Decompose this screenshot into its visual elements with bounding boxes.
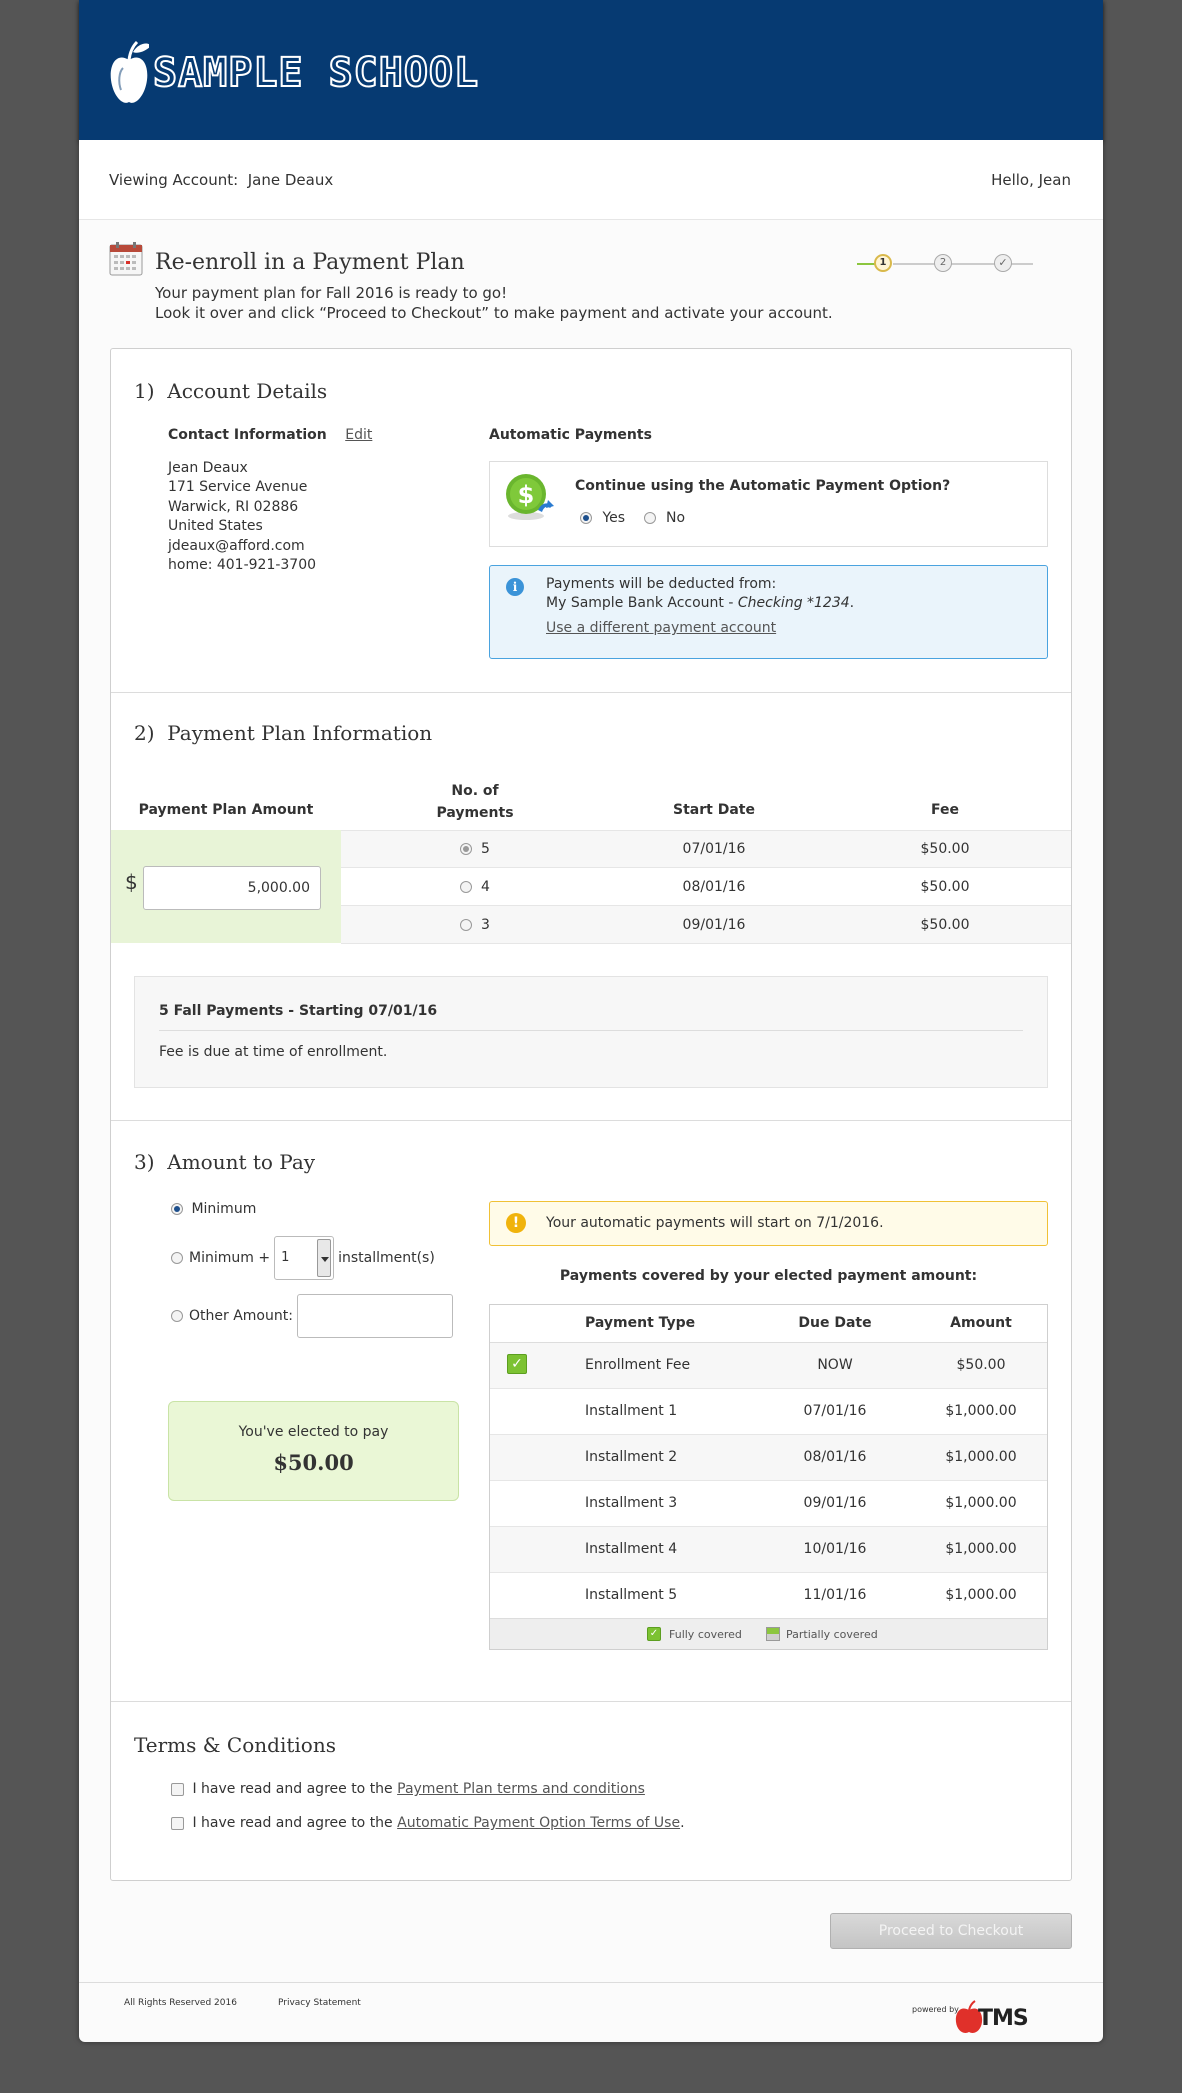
greeting[interactable]: Hello, Jean: [991, 171, 1071, 189]
dollar-coin-icon: [502, 470, 556, 524]
plan-option-row[interactable]: [341, 868, 1071, 906]
elected-label: You've elected to pay: [238, 1424, 389, 1440]
plan-radio[interactable]: [460, 843, 472, 855]
table-row: [490, 1343, 1047, 1389]
table-legend: [490, 1619, 1047, 1649]
covered-payments-table: [489, 1304, 1048, 1650]
bank-account-name: My Sample Bank Account -: [546, 595, 738, 611]
contact-line: Jean Deaux: [168, 460, 248, 476]
site-header: [79, 0, 1103, 140]
col-due-date: Due Date: [798, 1315, 872, 1331]
plan-start-date: 09/01/16: [682, 917, 746, 933]
contact-address: [168, 459, 316, 575]
section-number: 3): [134, 1150, 155, 1174]
table-header-row: [490, 1305, 1047, 1343]
check-icon: ✓: [507, 1354, 527, 1374]
col-plan-amount: Payment Plan Amount: [138, 802, 314, 818]
payment-amount: $1,000.00: [945, 1541, 1017, 1557]
page-title: Re-enroll in a Payment Plan: [155, 250, 465, 275]
payment-amount: $50.00: [956, 1357, 1006, 1373]
elected-amount: $50.00: [273, 1450, 354, 1475]
payment-amount: $1,000.00: [945, 1587, 1017, 1603]
proceed-to-checkout-button[interactable]: Proceed to Checkout: [830, 1913, 1072, 1949]
deduction-info-box: [489, 565, 1048, 659]
col-num-payments: [341, 780, 609, 824]
svg-text:$: $: [517, 481, 535, 509]
step-line: [893, 263, 1033, 265]
step-2: 2: [934, 254, 952, 272]
elected-amount-box: [168, 1401, 459, 1501]
col-num-payments-line1: No. of: [451, 783, 499, 799]
payment-type: Installment 4: [585, 1541, 678, 1557]
auto-payment-choice: [580, 510, 685, 526]
radio-minimum[interactable]: [171, 1203, 183, 1215]
footer-divider: [79, 1982, 1103, 1983]
col-start-date: Start Date: [673, 802, 755, 818]
terms-checkbox-2[interactable]: [171, 1817, 184, 1830]
legend-partial: [766, 1627, 878, 1641]
contact-info-label: Contact Information: [168, 427, 327, 443]
progress-steps: [857, 250, 1037, 278]
plan-summary-box: [134, 976, 1048, 1088]
section-number: 2): [134, 721, 155, 745]
table-row: [490, 1573, 1047, 1619]
due-date: 07/01/16: [803, 1403, 867, 1419]
payment-type: Installment 5: [585, 1587, 678, 1603]
warning-icon: !: [506, 1213, 526, 1233]
contact-line: United States: [168, 518, 263, 535]
covered-title: Payments covered by your elected payment amount:: [559, 1268, 978, 1284]
plan-summary-note: Fee is due at time of enrollment.: [159, 1044, 388, 1060]
section-title: Payment Plan Information: [167, 721, 433, 745]
no-label[interactable]: No: [665, 510, 686, 526]
due-date: NOW: [817, 1357, 853, 1373]
step-1: 1: [874, 254, 892, 272]
terms-checkbox-1[interactable]: [171, 1783, 184, 1796]
auto-payment-question: Continue using the Automatic Payment Option?: [575, 478, 951, 494]
option-minimum[interactable]: [171, 1201, 256, 1217]
table-row: [490, 1481, 1047, 1527]
table-row: [490, 1527, 1047, 1573]
info-icon: i: [506, 578, 524, 596]
footer-powered-by: powered by: [912, 2005, 959, 2014]
installments-select[interactable]: [274, 1236, 334, 1280]
contact-line: home: 401-921-3700: [168, 557, 317, 574]
plan-option-row[interactable]: [341, 906, 1071, 944]
section-account-details-heading: [134, 379, 327, 403]
terms-agree-2: [171, 1815, 685, 1831]
plan-fee: $50.00: [920, 879, 970, 895]
tms-brand[interactable]: TMS: [978, 2006, 1028, 2031]
table-row: [490, 1389, 1047, 1435]
automatic-payments-label: Automatic Payments: [489, 427, 652, 443]
plan-option-payments: [341, 879, 609, 895]
plan-payments-count: 4: [480, 879, 490, 895]
calendar-icon: [109, 242, 143, 276]
auto-start-alert: [489, 1201, 1048, 1246]
col-payment-type: Payment Type: [585, 1315, 696, 1331]
payment-plan-terms-link[interactable]: Payment Plan terms and conditions: [397, 1781, 645, 1797]
payment-amount: $1,000.00: [945, 1403, 1017, 1419]
other-amount-input[interactable]: [297, 1294, 453, 1338]
payment-type: Installment 1: [585, 1403, 678, 1419]
bank-account-type: Checking *1234: [737, 595, 850, 611]
payment-amount: $1,000.00: [945, 1449, 1017, 1465]
installments-value: 1: [281, 1250, 290, 1265]
plan-option-row[interactable]: [341, 831, 1071, 868]
payment-plan-card: [110, 348, 1072, 1881]
auto-payment-terms-link[interactable]: Automatic Payment Option Terms of Use: [397, 1815, 681, 1831]
col-fee: Fee: [931, 802, 959, 818]
section-number: 1): [134, 379, 155, 403]
section-title: Account Details: [167, 379, 328, 403]
account-bar: [79, 140, 1103, 220]
payment-type: Installment 2: [585, 1449, 678, 1465]
plan-start-date: 08/01/16: [682, 879, 746, 895]
plan-options-table: [341, 830, 1071, 943]
plan-fee: $50.00: [920, 917, 970, 933]
radio-no[interactable]: [644, 512, 656, 524]
plan-fee: $50.00: [920, 841, 970, 857]
section-amount-to-pay-heading: [134, 1150, 315, 1174]
intro-line-1: Your payment plan for Fall 2016 is ready to go!: [155, 284, 508, 302]
fully-covered-icon: ✓: [647, 1627, 661, 1641]
plan-summary-title: 5 Fall Payments - Starting 07/01/16: [159, 1003, 438, 1019]
plan-option-payments: [341, 917, 609, 933]
radio-other-amount[interactable]: [171, 1310, 183, 1322]
contact-line: 171 Service Avenue: [168, 479, 308, 496]
due-date: 08/01/16: [803, 1449, 867, 1465]
deduction-text: [546, 575, 854, 638]
radio-minimum-plus[interactable]: [171, 1252, 183, 1264]
plan-payments-count: 5: [480, 841, 490, 857]
page-container: [79, 0, 1103, 2042]
plan-radio[interactable]: [460, 881, 472, 893]
step-3-check-icon: ✓: [994, 254, 1012, 272]
school-name: SAMPLE SCHOOL: [153, 50, 480, 96]
col-num-payments-line2: Payments: [436, 805, 514, 821]
plan-start-date: 07/01/16: [682, 841, 746, 857]
minimum-plus-label[interactable]: Minimum +: [189, 1250, 271, 1266]
edit-contact-link[interactable]: Edit: [345, 427, 373, 443]
radio-yes[interactable]: [580, 512, 592, 524]
due-date: 10/01/16: [803, 1541, 867, 1557]
plan-payments-count: 3: [480, 917, 490, 933]
plan-option-payments: [341, 841, 609, 857]
legend-fully: [647, 1627, 742, 1641]
intro-line-2: Look it over and click “Proceed to Checkout” to make payment and activate your account.: [155, 304, 833, 322]
chevron-down-icon[interactable]: [317, 1239, 331, 1277]
payment-type: Installment 3: [585, 1495, 678, 1511]
section-divider: [111, 692, 1071, 693]
section-plan-info-heading: [134, 721, 432, 745]
summary-divider: [159, 1030, 1023, 1031]
section-divider: [111, 1120, 1071, 1121]
contact-info-label-row: [168, 427, 372, 443]
section-divider: [111, 1701, 1071, 1702]
section-title: Amount to Pay: [167, 1150, 316, 1174]
currency-symbol: $: [125, 870, 138, 894]
deduction-period: .: [849, 595, 855, 611]
table-row: [490, 1435, 1047, 1481]
plan-radio[interactable]: [460, 919, 472, 931]
payment-type: Enrollment Fee: [585, 1357, 691, 1373]
plan-amount-cell: [111, 830, 341, 943]
viewing-account: [109, 171, 333, 189]
partially-covered-icon: [766, 1627, 780, 1641]
footer-privacy-link[interactable]: Privacy Statement: [278, 1998, 361, 2008]
installments-label: installment(s): [338, 1250, 435, 1266]
contact-line: jdeaux@afford.com: [168, 537, 305, 554]
school-logo[interactable]: [109, 38, 479, 108]
contact-line: Warwick, RI 02886: [168, 498, 299, 515]
minimum-label[interactable]: Minimum: [191, 1201, 257, 1217]
viewing-name: Jane Deaux: [247, 171, 334, 189]
different-account-link[interactable]: Use a different payment account: [546, 620, 777, 636]
due-date: 11/01/16: [803, 1587, 867, 1603]
legend-partial-label: Partially covered: [786, 1627, 878, 1641]
apple-icon: [109, 38, 149, 108]
terms-agree-1: [171, 1781, 645, 1797]
terms-heading: Terms & Conditions: [134, 1733, 336, 1757]
auto-payment-option-box: [489, 461, 1048, 547]
footer-rights: All Rights Reserved 2016: [124, 1998, 237, 2008]
agree-text: I have read and agree to the: [192, 1815, 398, 1831]
payment-amount: $1,000.00: [945, 1495, 1017, 1511]
yes-label[interactable]: Yes: [602, 510, 626, 526]
due-date: 09/01/16: [803, 1495, 867, 1511]
viewing-label: Viewing Account:: [109, 171, 239, 189]
option-other-amount[interactable]: [171, 1293, 453, 1339]
option-minimum-plus[interactable]: [171, 1236, 435, 1280]
agree-text: I have read and agree to the: [192, 1781, 398, 1797]
deduction-account: [546, 594, 854, 613]
plan-amount-input[interactable]: [143, 866, 321, 910]
col-amount: Amount: [950, 1315, 1012, 1331]
terms-period: .: [680, 1815, 685, 1831]
legend-fully-label: Fully covered: [669, 1627, 742, 1641]
deduction-label: Payments will be deducted from:: [546, 576, 777, 592]
alert-text: Your automatic payments will start on 7/1/2016.: [546, 1215, 884, 1231]
other-amount-label[interactable]: Other Amount:: [189, 1308, 293, 1324]
